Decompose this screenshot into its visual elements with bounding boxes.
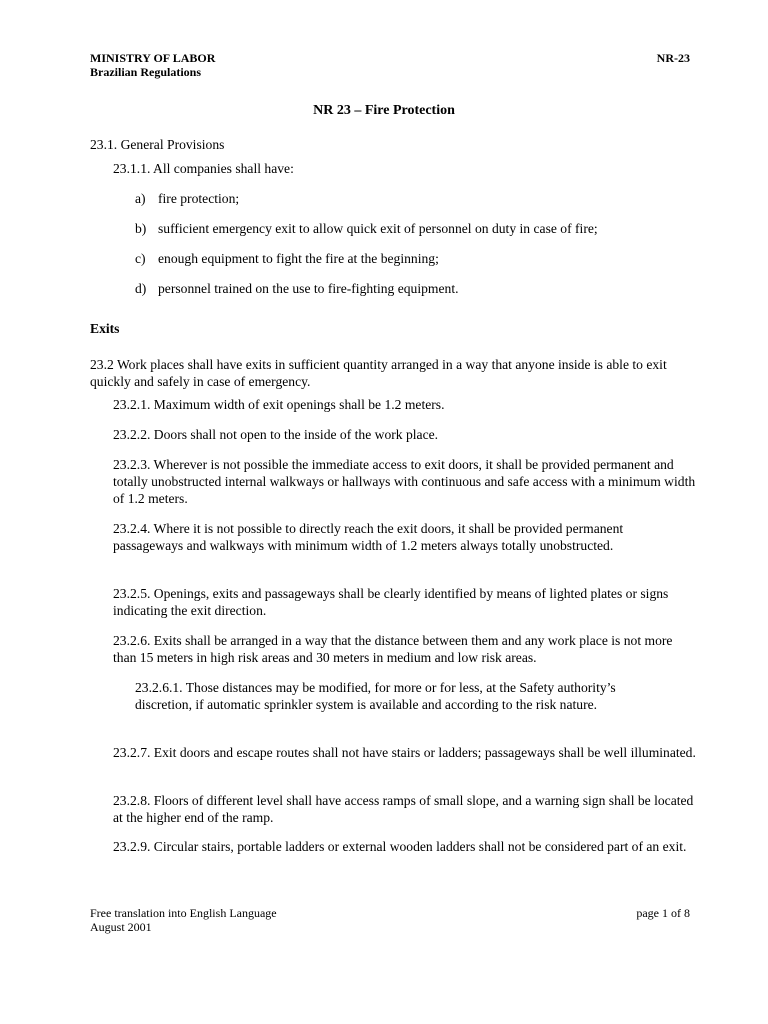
section-23-2-5: 23.2.5. Openings, exits and passageways shall be clearly identified by means of lighted plates or signs indicating the exit direction. [113,586,669,618]
list-item-text: personnel trained on the use to fire-fighting equipment. [158,281,459,296]
list-item-label: b) [135,221,147,236]
list-item-text: fire protection; [158,191,240,206]
list-item-text: enough equipment to fight the fire at the beginning; [158,251,439,266]
section-23-1-heading: 23.1. General Provisions [90,137,225,152]
exits-heading: Exits [90,321,120,336]
page-number: page 1 of 8 [636,906,690,920]
section-23-2: 23.2 Work places shall have exits in sufficient quantity arranged in a way that anyone inside is able to exit quickly and safely in case of emergency. [90,357,667,389]
footer-note [90,906,277,934]
list-item [135,250,695,267]
list-item-label: d) [135,281,147,296]
section-23-1-1: 23.1.1. All companies shall have: [113,161,294,176]
list-item-label: a) [135,191,146,206]
regulations-label: Brazilian Regulations [90,65,202,79]
section-23-2-1: 23.2.1. Maximum width of exit openings shall be 1.2 meters. [113,397,445,412]
list-item [135,280,695,297]
footer-date: August 2001 [90,920,152,934]
section-23-2-9: 23.2.9. Circular stairs, portable ladders or external wooden ladders shall not be considered part of an exit. [113,839,687,854]
section-23-2-4: 23.2.4. Where it is not possible to directly reach the exit doors, it shall be provided permanent passageways and walkways with minimum width of 1.2 meters always totally unobstructed. [113,521,624,553]
footer-translation-note: Free translation into English Language [90,906,277,920]
section-23-2-8: 23.2.8. Floors of different level shall have access ramps of small slope, and a warning sign shall be located at the higher end of the ramp. [113,793,694,825]
section-23-2-2: 23.2.2. Doors shall not open to the inside of the work place. [113,427,439,442]
document-code: NR-23 [656,51,690,65]
section-23-2-7: 23.2.7. Exit doors and escape routes shall not have stairs or ladders; passageways shall be well illuminated. [113,745,696,760]
ministry-label: MINISTRY OF LABOR [90,51,216,65]
page-title: NR 23 – Fire Protection [313,103,455,118]
list-item [135,190,695,207]
list-item-text: sufficient emergency exit to allow quick exit of personnel on duty in case of fire; [158,221,598,236]
section-23-2-6-1: 23.2.6.1. Those distances may be modified, for more or for less, at the Safety authority’s discretion, if automatic sprinkler system is available and according to the risk nature. [135,680,616,712]
list-item-label: c) [135,251,146,266]
header-organization [90,51,215,79]
section-23-2-3: 23.2.3. Wherever is not possible the immediate access to exit doors, it shall be provided permanent and totally unobstructed internal walkways or hallways with continuous and safe access with a minimum width of 1.2 meters. [113,457,696,506]
list-item [135,220,695,237]
section-23-2-6: 23.2.6. Exits shall be arranged in a way that the distance between them and any work place is not more than 15 meters in high risk areas and 30 meters in medium and low risk areas. [113,633,673,665]
